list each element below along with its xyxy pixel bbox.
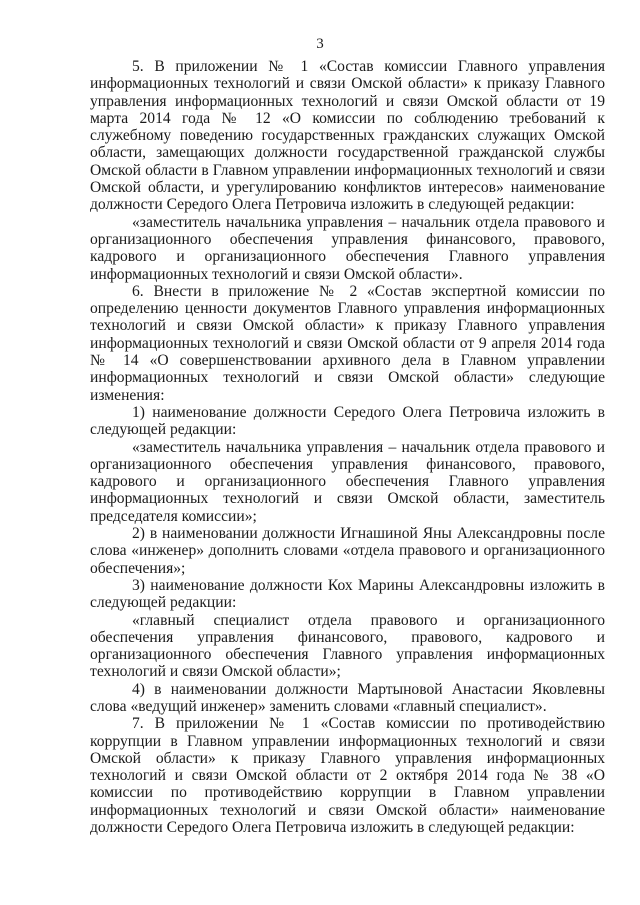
paragraph-item-5-new-wording: «заместитель начальника управления – начальник отдела правового и организационного обеспечения управления финансового, правового, кадрового и организационного обеспечения Главного управления информационных технологий и связи Омской области». xyxy=(90,213,605,283)
paragraph-item-6-subitem-2: 2) в наименовании должности Игнашиной Яны Александровны после слова «инженер» дополнить словами «отдела правового и организационного обеспечения»; xyxy=(90,525,605,577)
paragraph-item-7: 7. В приложении № 1 «Состав комиссии по противодействию коррупции в Главном управлении информационных технологий и связи Омской области» к приказу Главного управления информационных технологий и связи Омской области от 2 октября 2014 года № 38 «О комиссии по противодействию коррупции в Главном управлении информационных технологий и связи Омской области» наименование должности Середого Олега Петровича изложить в следующей редакции: xyxy=(90,715,605,837)
paragraph-item-6-subitem-4: 4) в наименовании должности Мартыновой Анастасии Яковлевны слова «ведущий инженер» заменить словами «главный специалист». xyxy=(90,680,605,715)
document-body xyxy=(90,58,605,836)
paragraph-item-6-subitem-1: 1) наименование должности Середого Олега Петровича изложить в следующей редакции: xyxy=(90,403,605,439)
paragraph-item-6-subitem-3-new-wording: «главный специалист отдела правового и организационного обеспечения управления финансового, правового, кадрового и организационного обеспечения Главного управления информационных технологий и связи Омской области»; xyxy=(90,611,605,681)
paragraph-item-5: 5. В приложении № 1 «Состав комиссии Главного управления информационных технологий и связи Омской области» к приказу Главного управления информационных технологий и связи Омской области от 19 марта 2014 года № 12 «О комиссии по соблюдению требований к служебному поведению государственных гражданских служащих Омской области, замещающих должности государственной гражданской службы Омской области в Главном управлении информационных технологий и связи Омской области, и урегулированию конфликтов интересов» наименование должности Середого Олега Петровича изложить в следующей редакции: xyxy=(90,58,605,214)
paragraph-item-6-subitem-1-new-wording: «заместитель начальника управления – начальник отдела правового и организационного обеспечения управления финансового, правового, кадрового и организационного обеспечения Главного управления информационных технологий и связи Омской области, заместитель председателя комиссии»; xyxy=(90,438,605,525)
page-number: 3 xyxy=(316,36,324,52)
paragraph-item-6-subitem-3: 3) наименование должности Кох Марины Александровны изложить в следующей редакции: xyxy=(90,576,605,612)
paragraph-item-6: 6. Внести в приложение № 2 «Состав экспертной комиссии по определению ценности документов Главного управления информационных технологий и связи Омской области» к приказу Главного управления информационных технологий и связи Омской области от 9 апреля 2014 года № 14 «О совершенствовании архивного дела в Главном управлении информационных технологий и связи Омской области» следующие изменения: xyxy=(90,282,605,404)
